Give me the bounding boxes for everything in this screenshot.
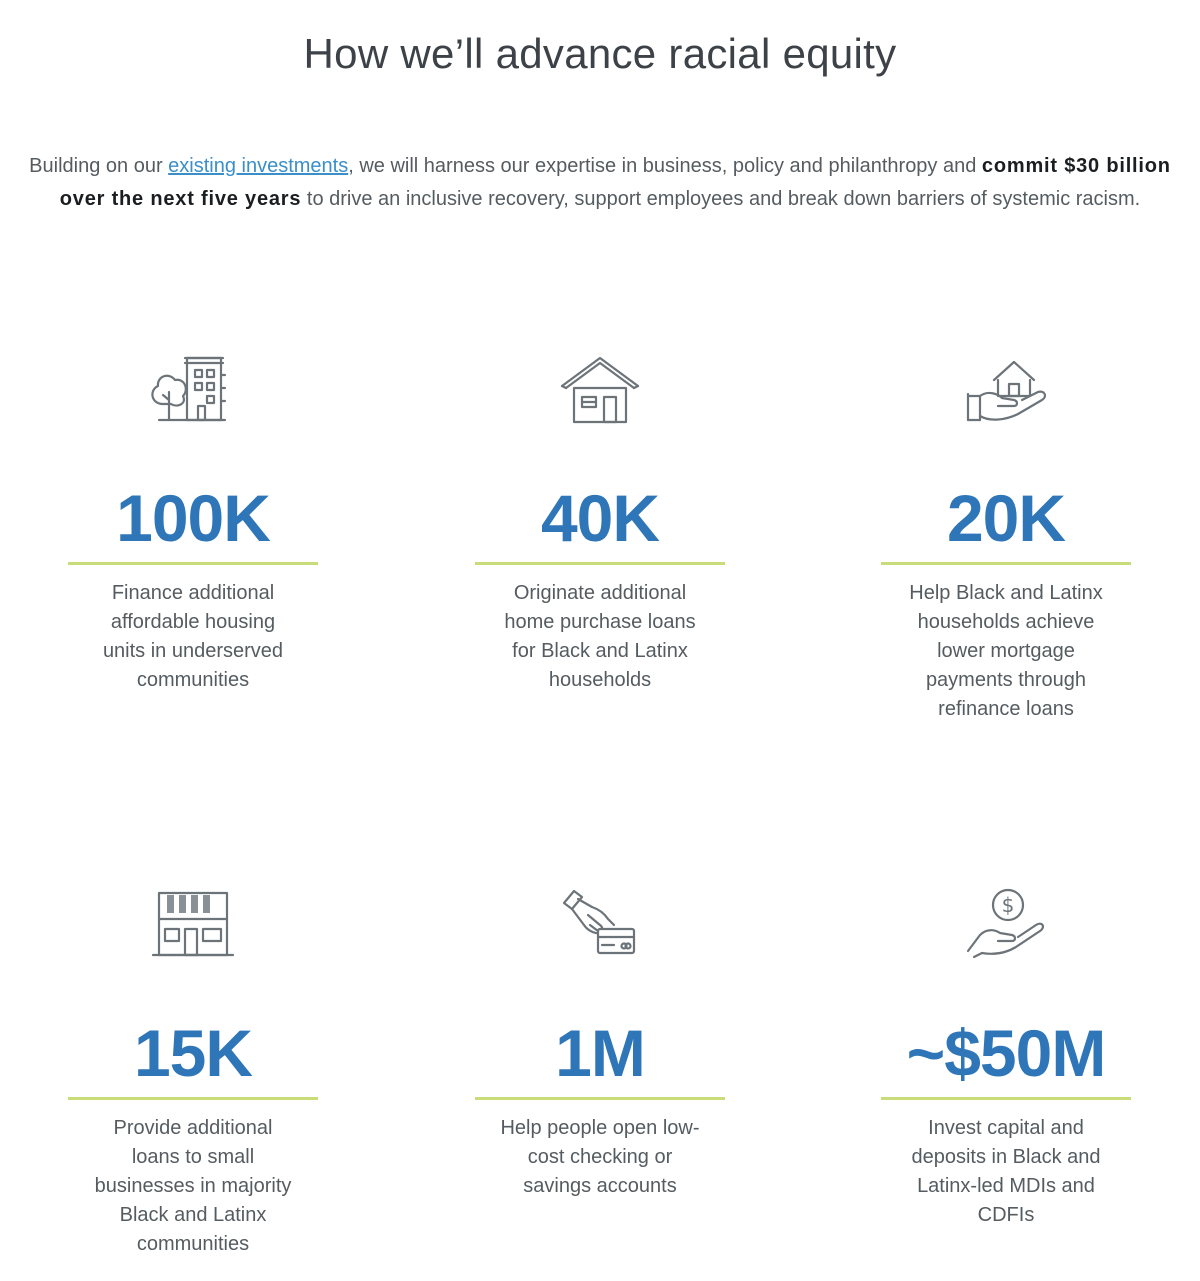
hand-with-card-icon <box>552 885 648 965</box>
stat-description: Help Black and Latinx households achieve lower mortgage payments through refinance loans <box>909 582 1103 720</box>
intro-middle: , we will harness our expertise in business, policy and philanthropy and <box>348 155 982 177</box>
stat-housing-units <box>68 350 318 695</box>
stat-description: Provide additional loans to small businesses in majority Black and Latinx communities <box>94 1117 292 1255</box>
divider <box>475 562 725 565</box>
stat-value: ~$50M <box>906 1016 1106 1090</box>
stat-value: 15K <box>133 1016 253 1090</box>
stat-value: 40K <box>540 481 660 555</box>
divider <box>881 1097 1131 1100</box>
divider <box>68 562 318 565</box>
stat-value: 100K <box>116 481 270 555</box>
stat-home-purchase-loans <box>475 350 725 695</box>
intro-tail: to drive an inclusive recovery, support employees and break down barriers of systemic racism. <box>301 188 1141 210</box>
stat-description: Help people open low-cost checking or savings accounts <box>500 1117 700 1197</box>
stat-small-business-loans <box>68 885 318 1259</box>
stat-checking-accounts <box>475 885 725 1201</box>
stat-description: Invest capital and deposits in Black and Latinx-led MDIs and CDFIs <box>911 1117 1101 1226</box>
storefront-icon <box>145 885 241 965</box>
svg-text:$: $ <box>1001 893 1015 917</box>
intro-commitment: commit $30 billion over the next five years <box>59 155 1171 210</box>
stat-value: 20K <box>946 481 1066 555</box>
stat-refinance-loans <box>881 350 1131 724</box>
divider <box>475 1097 725 1100</box>
stat-description: Originate additional home purchase loans for Black and Latinx households <box>504 582 696 691</box>
house-icon <box>552 350 648 430</box>
divider <box>68 1097 318 1100</box>
stat-value: 1M <box>555 1016 645 1090</box>
hand-holding-dollar-coin-icon <box>958 885 1054 965</box>
divider <box>881 562 1131 565</box>
page-title: How we’ll advance racial equity <box>303 30 897 77</box>
stat-mdi-cdfi-investment <box>881 885 1131 1230</box>
existing-investments-link[interactable]: existing investments <box>168 155 349 177</box>
stat-description: Finance additional affordable housing units in underserved communities <box>102 582 284 691</box>
intro-lead: Building on our <box>29 155 169 177</box>
intro-paragraph <box>20 150 1180 216</box>
apartment-building-with-tree-icon <box>145 350 241 430</box>
hand-holding-house-icon <box>958 350 1054 430</box>
